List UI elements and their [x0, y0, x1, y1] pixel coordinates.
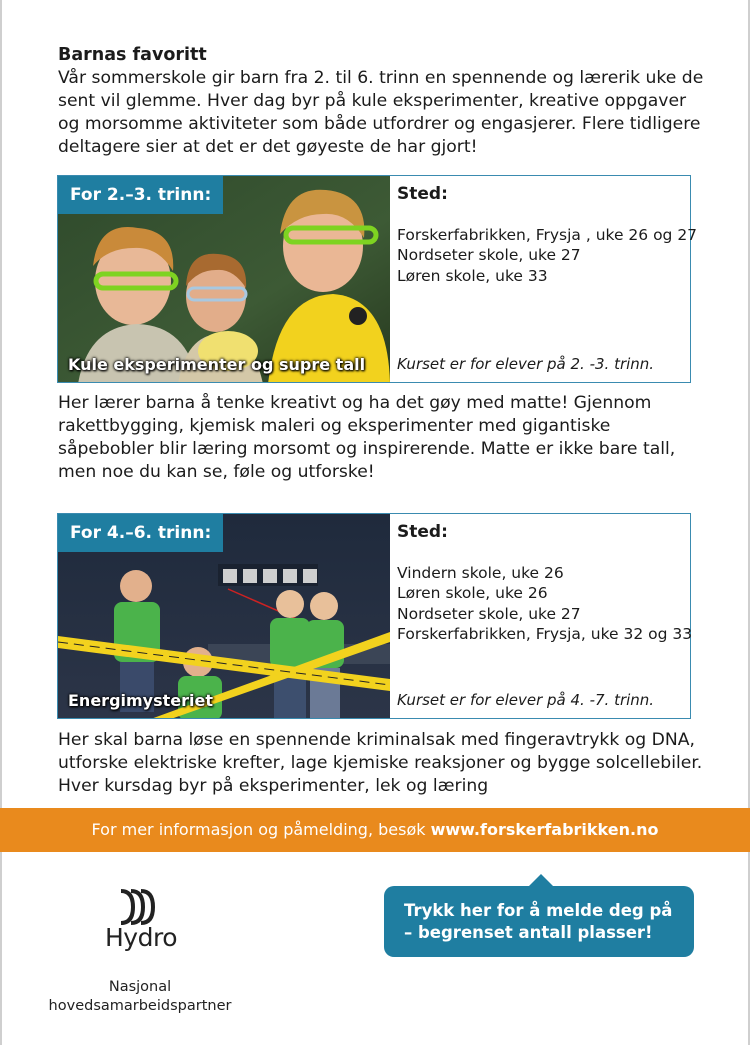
- banner-text: For mer informasjon og påmelding, besøk: [91, 820, 426, 839]
- page-edge-left: [0, 0, 2, 1045]
- course-description: Her lærer barna å tenke kreativt og ha det gøy med matte! Gjennom rakettbygging, kjemisk maleri og eksperimenter med gigantiske såpebobler blir læring morsomt og inspirerende. Matte er ikke bare tall, men noe du kan se, føle og utforske!: [58, 393, 676, 482]
- course-note: Kurset er for elever på 4. -7. trinn.: [397, 690, 655, 709]
- hydro-logo: [96, 889, 186, 952]
- intro-section: [58, 44, 708, 159]
- location-item: Forskerfabrikken, Frysja, uke 32 og 33: [397, 625, 693, 643]
- location-label: Sted:: [397, 522, 448, 542]
- info-banner: [0, 808, 750, 852]
- course-title: Kule eksperimenter og supre tall: [68, 355, 366, 374]
- course-description: Her skal barna løse en spennende kriminalsak med fingeravtrykk og DNA, utforske elektriske krefter, lage kjemiske reaksjoner og bygge solcellebiler. Hver kursdag byr på eksperimenter, lek og læring: [58, 730, 703, 796]
- partner-line1: Nasjonal: [108, 979, 172, 995]
- hydro-logo-text: Hydro: [105, 923, 177, 952]
- intro-text: Vår sommerskole gir barn fra 2. til 6. trinn en spennende og lærerik uke de sent vil glemme. Hver dag byr på kule eksperimenter, kreative oppgaver og morsomme aktiviteter som både utfordrer og engasjerer. Flere tidligere deltagere sier at det er det gøyeste de har gjort!: [58, 68, 704, 157]
- location-item: Nordseter skole, uke 27: [397, 604, 581, 623]
- course-note: Kurset er for elever på 2. -3. trinn.: [397, 354, 655, 373]
- location-label: Sted:: [397, 184, 448, 204]
- location-item: Forskerfabrikken, Frysja , uke 26 og 27: [397, 225, 698, 244]
- speech-notch: [529, 874, 553, 886]
- signup-line1: Trykk her for å melde deg på: [404, 901, 673, 920]
- course-info: [397, 184, 698, 376]
- intro-heading: Barnas favoritt: [58, 45, 207, 65]
- partner-line2: hovedsamarbeidspartner: [48, 998, 232, 1014]
- hydro-logo-icon: [119, 889, 159, 925]
- signup-line2: – begrenset antall plasser!: [404, 923, 653, 942]
- location-item: Vindern skole, uke 26: [397, 563, 564, 582]
- partner-label: [30, 978, 250, 1016]
- grade-tag: For 2.–3. trinn:: [58, 176, 223, 214]
- location-item: Løren skole, uke 33: [397, 266, 548, 285]
- grade-tag: For 4.–6. trinn:: [58, 514, 223, 552]
- course-photo-experiments: [58, 176, 390, 382]
- course-card-4-6: [57, 513, 691, 719]
- course-title: Energimysteriet: [68, 691, 213, 710]
- course-info: [397, 522, 693, 712]
- website-link[interactable]: www.forskerfabrikken.no: [430, 820, 659, 839]
- course-photo-energy-mystery: [58, 514, 390, 718]
- location-item: Nordseter skole, uke 27: [397, 246, 581, 264]
- course-card-2-3: [57, 175, 698, 383]
- location-item: Løren skole, uke 26: [397, 584, 548, 602]
- signup-button[interactable]: [384, 886, 694, 957]
